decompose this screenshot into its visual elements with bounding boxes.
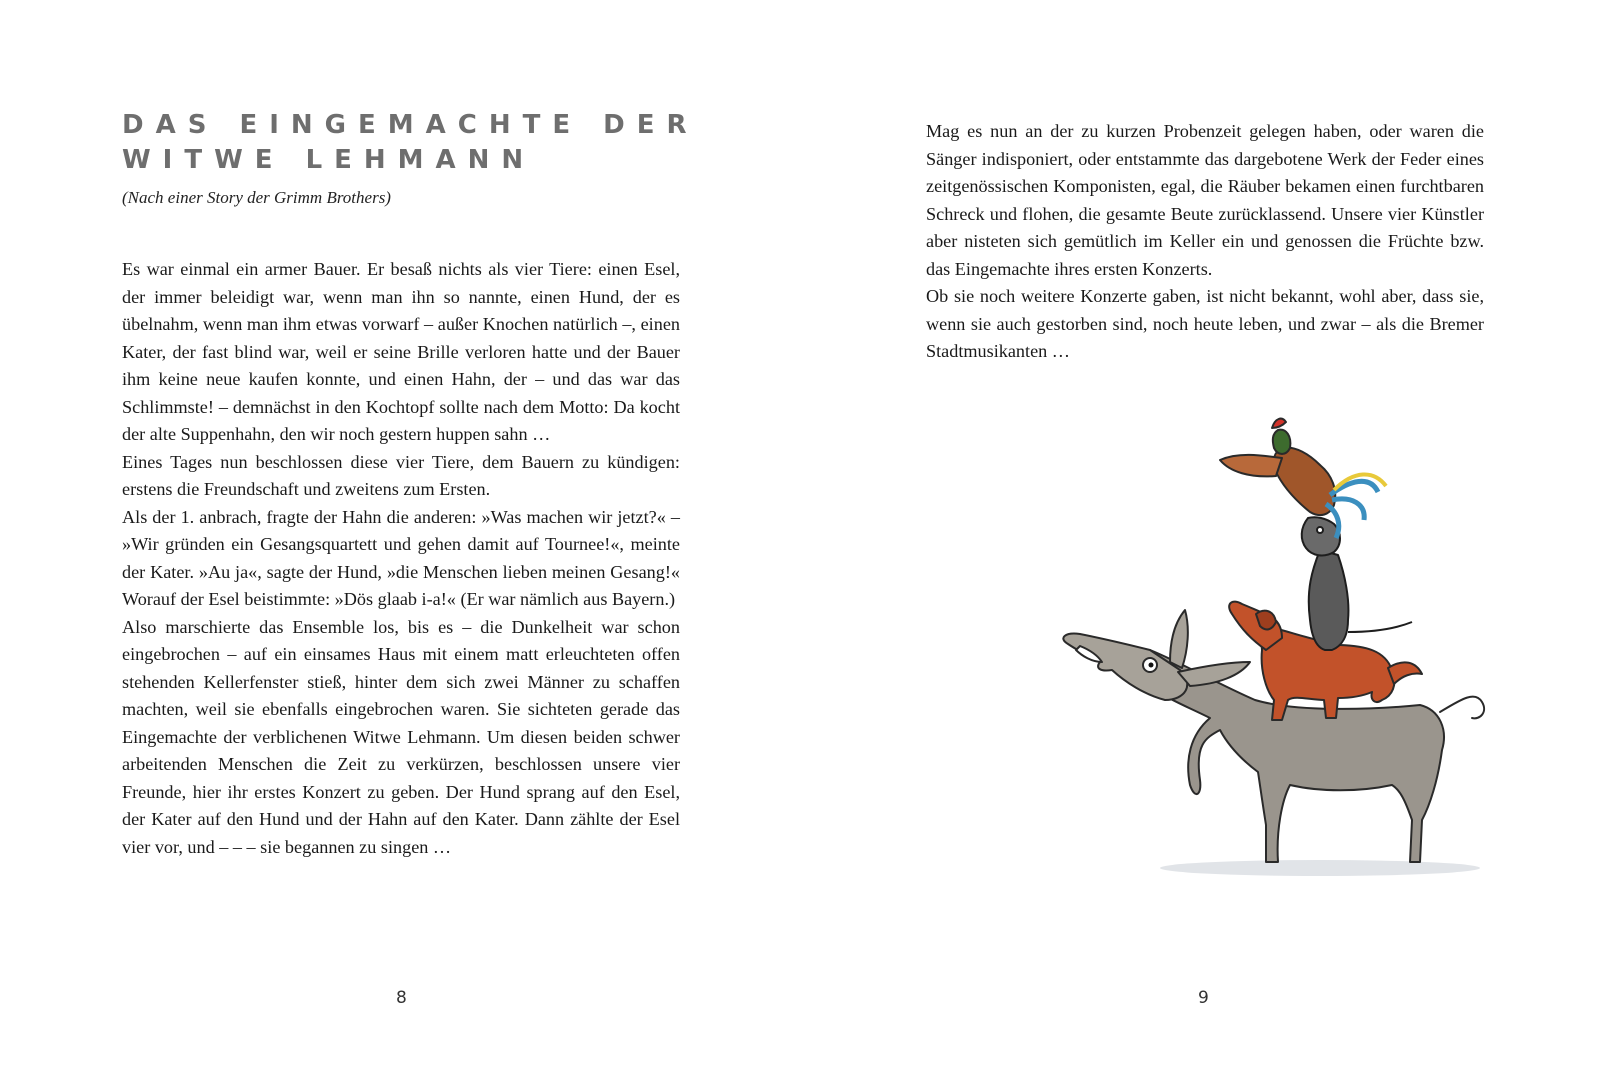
page-number: 9 [1198, 988, 1209, 1008]
rooster-comb [1272, 419, 1286, 428]
cat-eye [1317, 527, 1323, 533]
dog-tail [1388, 662, 1422, 684]
paragraph: Ob sie noch weitere Konzerte gaben, ist nicht bekannt, wohl aber, dass sie, wenn sie auch gestorben sind, noch heute leben, und zwar – als die Bremer Stadtmusikanten … [926, 286, 1484, 361]
donkey-ear-right [1178, 662, 1250, 686]
chapter-title-line-2: WITWE LEHMANN [122, 145, 536, 175]
paragraph: Mag es nun an der zu kurzen Probenzeit gelegen haben, oder waren die Sänger indisponiert, oder entstammte das dargebotene Werk der Feder eines zeitgenössischen Komponisten, egal, die Räuber bekamen einen furchtbaren Schreck und flohen, die gesamte Beute zurücklassend. Unsere vier Künstler aber nisteten sich gemütlich im Keller ein und genossen die Früchte bzw. das Eingemachte ihres ersten Konzerts. [926, 121, 1484, 279]
cat-tail [1348, 622, 1412, 632]
chapter-subtitle: (Nach einer Story der Grimm Brothers) [122, 188, 391, 207]
right-body-text [926, 118, 1484, 366]
rooster-neck [1273, 430, 1291, 454]
ground-shadow [1160, 860, 1480, 876]
rooster-drawing [1220, 419, 1386, 538]
chapter-title [122, 108, 699, 178]
cat-drawing [1302, 517, 1412, 650]
donkey-head [1063, 634, 1187, 700]
right-page [800, 0, 1600, 1066]
paragraph: Es war einmal ein armer Bauer. Er besaß nichts als vier Tiere: einen Esel, der immer beleidigt war, wenn man ihn so nannte, einen Hund, der es übelnahm, wenn man ihm etwas vorwarf – außer Knochen natürlich –, einen Kater, der fast blind war, weil er seine Brille verloren hatte und der Bauer ihm keine neue kaufen konnte, und einen Hahn, der – und das war das Schlimmste! – demnächst in den Kochtopf sollte nach dem Motto: Da kocht der alte Suppenhahn, den wir noch gestern huppen sahn … [122, 259, 680, 444]
page-number: 8 [396, 988, 407, 1008]
cat-body [1309, 550, 1349, 650]
paragraph: Als der 1. anbrach, fragte der Hahn die anderen: »Was machen wir jetzt?« – »Wir gründen ein Gesangsquartett und gehen damit auf Tournee!«, meinte der Kater. »Au ja«, sagte der Hund, »die Menschen lieben meinen Gesang!« Worauf der Esel beistimmte: »Dös glaab i-a!« (Er war nämlich aus Bayern.) [122, 506, 680, 609]
donkey-ear-left [1170, 610, 1188, 668]
paragraph: Eines Tages nun beschlossen diese vier Tiere, dem Bauern zu kündigen: erstens die Freundschaft und zweitens zum Ersten. [122, 451, 680, 499]
rooster-wing [1220, 455, 1282, 477]
bremen-town-musicians-illustration [1020, 400, 1580, 940]
paragraph: Also marschierte das Ensemble los, bis es – die Dunkelheit war schon eingebrochen – auf ein einsames Haus mit einem matt erleuchteten offen stehenden Kellerfenster stieß, hinter dem sich zwei Männer zu schaffen machten, weil sie ebenfalls eingebrochen waren. Sie sichteten gerade das Eingemachte der verblichenen Witwe Lehmann. Um diesen beiden schwer arbeitenden Menschen die Zeit zu verkürzen, beschlossen unsere vier Freunde, hier ihr erstes Konzert zu geben. Der Hund sprang auf den Esel, der Kater auf den Hund und der Hahn auf den Kater. Dann zählte der Esel vier vor, und – – – sie begannen zu singen … [122, 616, 680, 857]
chapter-title-line-1: DAS EINGEMACHTE DER [122, 110, 699, 140]
left-body-text [122, 256, 680, 861]
donkey-pupil [1149, 663, 1154, 668]
donkey-tail [1440, 697, 1484, 719]
